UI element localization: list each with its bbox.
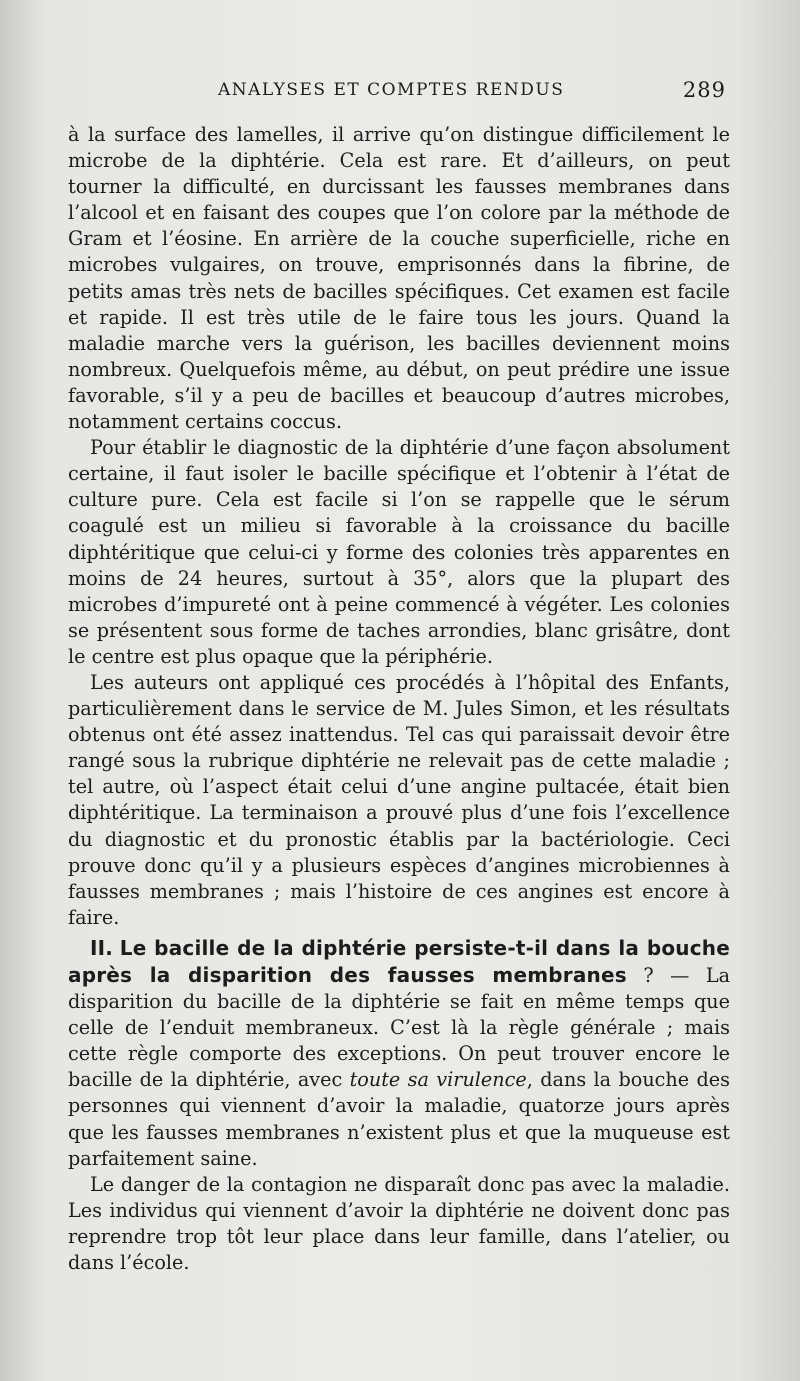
section-emphasis: toute sa virulence: [349, 1068, 527, 1092]
paragraph-results: Les auteurs ont appliqué ces procédés à l’hôpital des Enfants, particulièrement dans le service de M. Jules Simon, et les résultats obtenus ont été assez inattendus. Tel cas qui paraissait devoir être rangé sous la rubrique diphtérie ne relevait pas de cette maladie ; tel autre, où l’aspect était celui d’une angine pultacée, était bien diphtéritique. La terminaison a prouvé plus d’une fois l’excellence du diagnostic et du pronostic établis par la bactériologie. Ceci prouve donc qu’il y a plusieurs espèces d’angines microbiennes à fausses membranes ; mais l’histoire de ces angines est encore à faire.: [68, 670, 730, 929]
section-number: II.: [90, 935, 114, 960]
section-text-end: , dans la bouche des personnes qui viennent d’avoir la maladie, quatorze jours après que les fausses membranes n’existent plus et que la muqueuse est parfaitement saine.: [68, 1068, 730, 1170]
section-title: Le bacille de la diphtérie persiste-t-il dans la bouche après la disparition des fausses membranes: [68, 935, 730, 987]
paragraph-continued: à la surface des lamelles, il arrive qu’on distingue difficilement le microbe de la diphtérie. Cela est rare. Et d’ailleurs, on peut tourner la difficulté, en durcissant les fausses membranes dans l’alcool et en faisant des coupes que l’on colore par la méthode de Gram et l’éosine. En arrière de la couche superficielle, riche en microbes vulgaires, on trouve, emprisonnés dans la fibrine, de petits amas très nets de bacilles spécifiques. Cet examen est facile et rapide. Il est très utile de le faire tous les jours. Quand la maladie marche vers la guérison, les bacilles deviennent moins nombreux. Quelquefois même, au début, on peut prédire une issue favorable, s’il y a peu de bacilles et beaucoup d’autres microbes, notamment certains coccus.: [68, 123, 730, 434]
section-ii: [68, 935, 730, 1172]
section-text-start: — La disparition du bacille de la diphtérie se fait en même temps que celle de l’enduit membraneux. C’est là la règle générale ; mais cette règle comporte des exceptions. On peut trouver encore le bacille de la diphtérie, avec: [68, 964, 731, 1092]
section-question-mark: ?: [626, 964, 654, 987]
body-text: [68, 122, 730, 1276]
running-head: ANALYSES ET COMPTES RENDUS: [218, 80, 565, 100]
page-number: 289: [682, 78, 726, 102]
page-header: [68, 76, 726, 108]
paragraph-closing: Le danger de la contagion ne disparaît donc pas avec la maladie. Les individus qui viennent d’avoir la diphtérie ne doivent donc pas reprendre trop tôt leur place dans leur famille, dans l’atelier, ou dans l’école.: [68, 1172, 730, 1275]
paragraph-diagnostic: Pour établir le diagnostic de la diphtérie d’une façon absolument certaine, il faut isoler le bacille spécifique et l’obtenir à l’état de culture pure. Cela est facile si l’on se rappelle que le sérum coagulé est un milieu si favorable à la croissance du bacille diphtéritique que celui-ci y forme des colonies très apparentes en moins de 24 heures, surtout à 35°, alors que la plupart des microbes d’impureté ont à peine commencé à végéter. Les colonies se présentent sous forme de taches arrondies, blanc grisâtre, dont le centre est plus opaque que la périphérie.: [68, 436, 730, 668]
